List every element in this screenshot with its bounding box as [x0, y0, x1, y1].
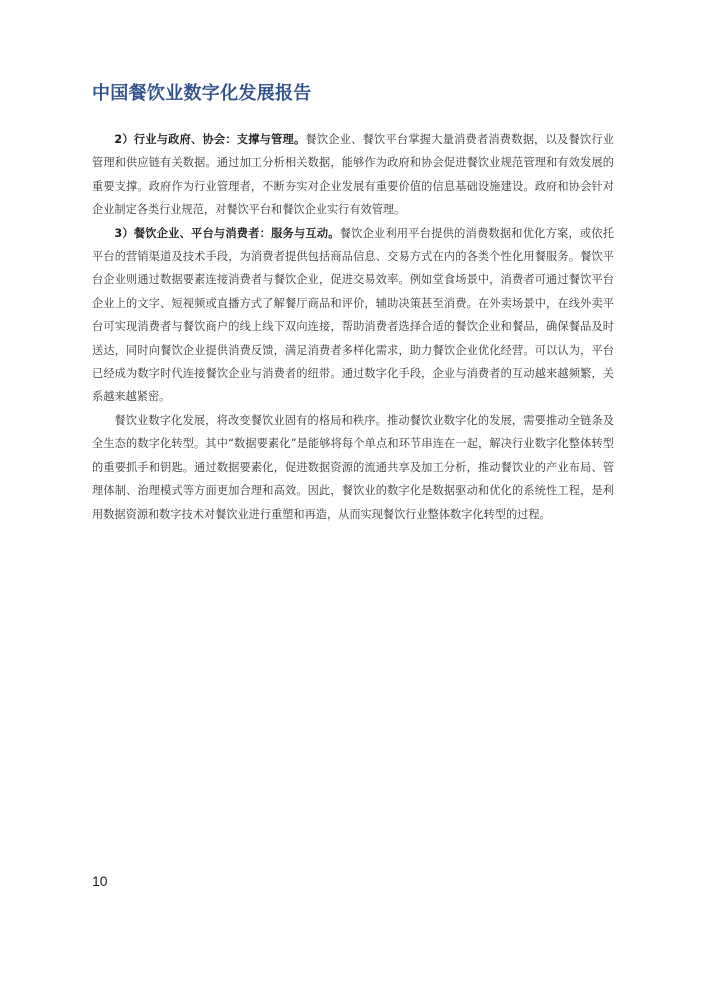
report-title: 中国餐饮业数字化发展报告 [92, 83, 312, 104]
paragraph-text: 餐饮企业、餐饮平台掌握大量消费者消费数据，以及餐饮行业管理和供应链有关数据。通过加工分析相关数据，能够作为政府和协会促进餐饮业规范管理和有效发展的重要支撑。政府作为行业管理者，不断夯实对企业发展有重要价值的信息基础设施建设。政府和协会针对企业制定各类行业规范，对餐饮平台和餐饮企业实行有效管理。 [92, 133, 614, 217]
paragraph-enterprise-platform-consumer [92, 222, 614, 409]
paragraph-text: 餐饮业数字化发展，将改变餐饮业固有的格局和秩序。推动餐饮业数字化的发展，需要推动全链条及全生态的数字化转型。其中“数据要素化”是能够将每个单点和环节串连在一起，解决行业数字化整体转型的重要抓手和钥匙。通过数据要素化，促进数据资源的流通共享及加工分析，推动餐饮业的产业布局、管理体制、治理模式等方面更加合理和高效。因此，餐饮业的数字化是数据驱动和优化的系统性工程，是利用数据资源和数字技术对餐饮业进行重塑和再造，从而实现餐饮行业整体数字化转型的过程。 [92, 413, 614, 521]
paragraph-lead: 2）行业与政府、协会：支撑与管理。 [114, 133, 306, 146]
paragraph-text: 餐饮企业利用平台提供的消费数据和优化方案，或依托平台的营销渠道及技术手段，为消费者提供包括商品信息、交易方式在内的各类个性化用餐服务。餐饮平台企业则通过数据要素连接消费者与餐饮企业，促进交易效率。例如堂食场景中，消费者可通过餐饮平台企业上的文字、短视频或直播方式了解餐厅商品和评价，辅助决策甚至消费。在外卖场景中，在线外卖平台可实现消费者与餐饮商户的线上线下双向连接，帮助消费者选择合适的餐饮企业和餐品，确保餐品及时送达，同时向餐饮企业提供消费反馈，满足消费者多样化需求，助力餐饮企业优化经营。可以认为，平台已经成为数字时代连接餐饮企业与消费者的纽带。通过数字化手段，企业与消费者的互动越来越频繁，关系越来越紧密。 [92, 226, 614, 404]
paragraph-digital-development [92, 409, 614, 526]
page-number: 10 [92, 873, 108, 889]
paragraph-lead: 3）餐饮企业、平台与消费者：服务与互动。 [114, 226, 340, 240]
body-text [92, 128, 614, 526]
paragraph-government-association [92, 128, 614, 222]
